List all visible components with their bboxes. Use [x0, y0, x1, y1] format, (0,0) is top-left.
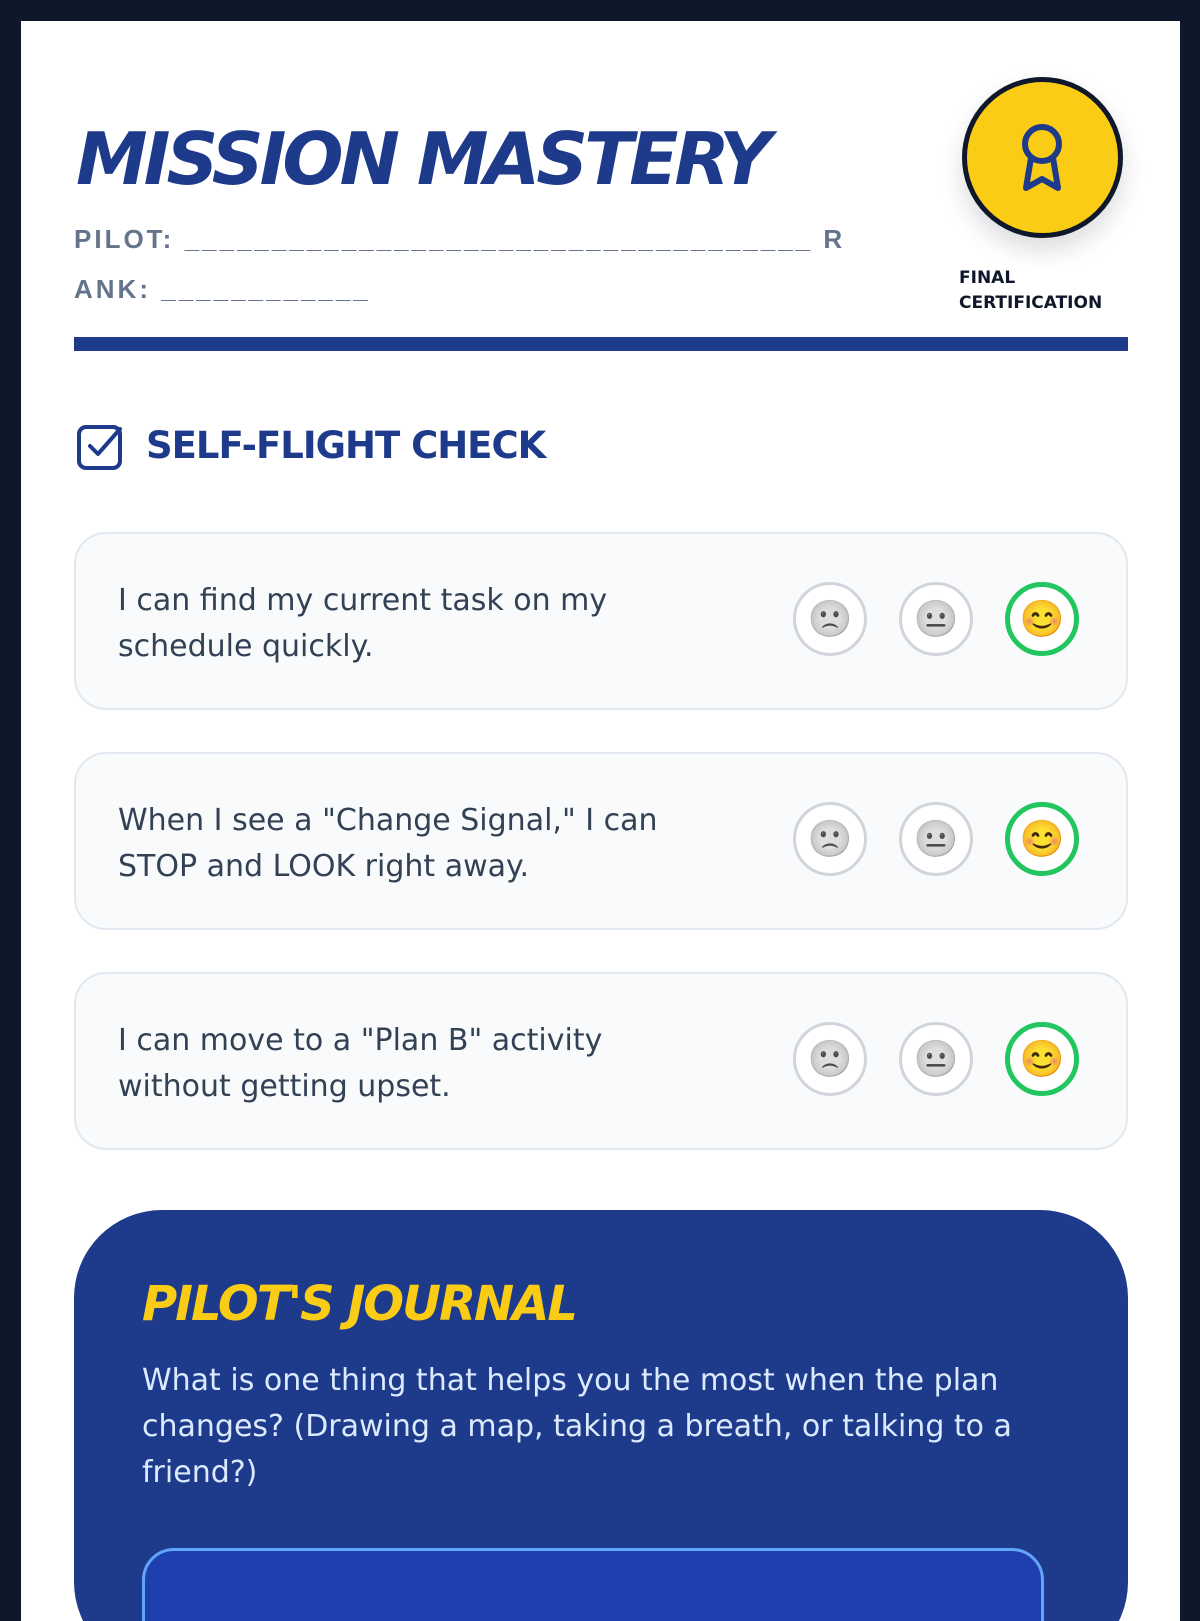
award-ribbon-icon — [1012, 122, 1072, 192]
pilots-journal-panel — [74, 1210, 1128, 1621]
certification-badge — [962, 77, 1123, 238]
sad-face-option[interactable] — [793, 802, 867, 876]
pilot-rank-fields — [74, 214, 849, 314]
page-title: MISSION MASTERY — [76, 117, 768, 201]
happy-face-icon: 😊 — [1019, 598, 1065, 639]
section-title: SELF-FLIGHT CHECK — [146, 424, 546, 467]
check-item — [74, 752, 1128, 930]
neutral-face-icon: 😐 — [913, 598, 959, 639]
pilot-label: PILOT: — [74, 224, 175, 254]
journal-prompt: What is one thing that helps you the most when the plan changes? (Drawing a map, taking a breath, or talking to a friend?) — [142, 1363, 1012, 1490]
badge-label: FINAL CERTIFICATION — [959, 268, 1103, 313]
happy-face-icon: 😊 — [1019, 1038, 1065, 1079]
happy-face-option-selected[interactable] — [1005, 802, 1079, 876]
check-item — [74, 972, 1128, 1150]
sad-face-icon: 🙁 — [807, 598, 853, 639]
happy-face-icon: 😊 — [1019, 818, 1065, 859]
check-item-text: When I see a "Change Signal," I can STOP and LOOK right away. — [118, 803, 658, 884]
pilot-name-blank[interactable]: ____________________________________ — [184, 224, 814, 254]
rank-label: RANK: — [74, 224, 846, 304]
check-item-text: I can move to a "Plan B" activity without getting upset. — [118, 1023, 603, 1104]
happy-face-option-selected[interactable] — [1005, 582, 1079, 656]
neutral-face-option[interactable] — [899, 1022, 973, 1096]
header-divider — [74, 337, 1128, 351]
check-item-text: I can find my current task on my schedule quickly. — [118, 583, 608, 664]
checkbox-icon — [76, 421, 126, 471]
sad-face-icon: 🙁 — [807, 1038, 853, 1079]
worksheet-page — [21, 21, 1180, 1621]
journal-title: PILOT'S JOURNAL — [142, 1276, 576, 1332]
sad-face-option[interactable] — [793, 1022, 867, 1096]
neutral-face-option[interactable] — [899, 802, 973, 876]
neutral-face-icon: 😐 — [913, 1038, 959, 1079]
rank-blank[interactable]: ____________ — [161, 274, 371, 304]
happy-face-option-selected[interactable] — [1005, 1022, 1079, 1096]
neutral-face-icon: 😐 — [913, 818, 959, 859]
sad-face-icon: 🙁 — [807, 818, 853, 859]
sad-face-option[interactable] — [793, 582, 867, 656]
journal-answer-box[interactable] — [142, 1548, 1044, 1621]
check-item — [74, 532, 1128, 710]
neutral-face-option[interactable] — [899, 582, 973, 656]
